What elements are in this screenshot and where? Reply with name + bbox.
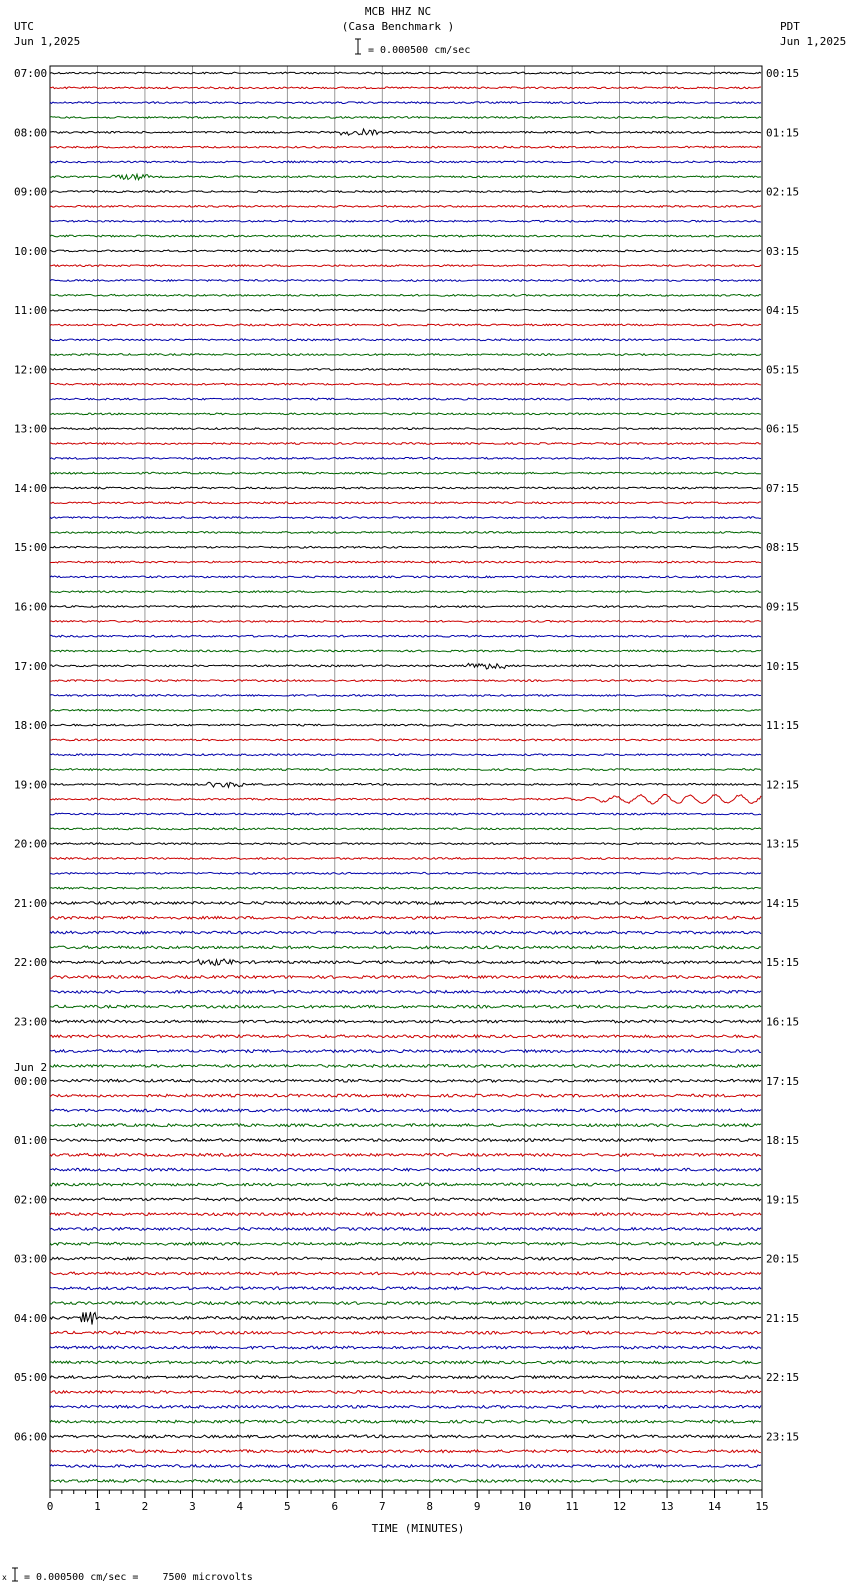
site-subtitle: (Casa Benchmark ) [341,20,455,33]
utc-hour-label: 05:00 [14,1371,48,1385]
trace-row [50,887,761,889]
pdt-hour-label: 12:15 [766,778,800,792]
trace-row [50,443,761,445]
trace-rows [50,72,761,1482]
right-timezone: PDT [780,20,800,33]
utc-hour-label: 01:00 [14,1134,48,1148]
trace-row [50,1139,761,1142]
pdt-hour-label: 19:15 [766,1193,800,1207]
trace-row [50,1450,761,1453]
trace-row [50,561,761,563]
trace-row [50,782,761,787]
trace-row [50,1420,761,1423]
pdt-hour-label: 16:15 [766,1015,800,1029]
pdt-hour-label: 08:15 [766,541,800,555]
trace-row [50,280,761,282]
utc-hour-label: 13:00 [14,422,48,436]
pdt-hour-label: 22:15 [766,1371,800,1385]
trace-row [50,959,761,965]
x-tick-label: 0 [46,1500,54,1513]
trace-row [50,146,761,148]
trace-row [50,235,761,237]
trace-row [50,383,761,385]
pdt-hour-label: 03:15 [766,244,800,258]
trace-row [50,87,761,89]
utc-hour-label: 21:00 [14,896,48,910]
trace-row [50,931,761,934]
utc-hour-label: 07:00 [14,67,48,80]
trace-row [50,1272,761,1275]
x-tick-label: 3 [189,1500,196,1513]
trace-row [50,1065,761,1068]
trace-row [50,161,761,163]
header [14,5,846,56]
right-date: Jun 1,2025 [780,35,847,48]
trace-row [50,1228,761,1231]
x-tick-label: 8 [426,1500,434,1513]
trace-row [50,1376,761,1379]
x-tick-label: 9 [473,1500,481,1513]
trace-row [50,1109,761,1112]
trace-row [50,663,761,669]
pdt-hour-label: 05:15 [766,363,800,377]
trace-row [50,191,761,193]
trace-row [50,1302,761,1305]
trace-row [50,1361,761,1364]
footer [2,1568,253,1583]
utc-hour-label: 06:00 [14,1430,48,1444]
trace-row [50,872,761,874]
scale-label: = 0.000500 cm/sec [368,45,471,56]
trace-row [50,650,761,652]
utc-hour-label: 22:00 [14,956,48,970]
trace-row [50,502,761,504]
trace-row [50,369,761,371]
trace-row [50,457,761,459]
x-tick-label: 12 [612,1500,627,1513]
trace-row [50,946,761,949]
trace-row [50,1435,761,1438]
trace-row [50,858,761,860]
trace-row [50,635,761,637]
trace-row [50,339,761,341]
pdt-hour-label: 02:15 [766,185,800,199]
x-tick-label: 7 [378,1500,386,1513]
pdt-hour-label: 10:15 [766,659,800,673]
trace-row [50,117,761,119]
trace-row [50,1312,761,1325]
trace-row [50,532,761,534]
pdt-hour-labels [766,67,799,1443]
trace-row [50,724,761,726]
trace-row [50,976,761,979]
scale-bar-icon [355,39,361,54]
x-axis [47,1490,769,1513]
trace-row [50,1287,761,1290]
utc-hour-label: 11:00 [14,304,48,318]
trace-row [50,428,761,430]
trace-row [50,709,761,711]
utc-hour-label: 17:00 [14,659,48,673]
trace-row [50,769,761,771]
trace-row [50,620,761,622]
utc-hour-label: 15:00 [14,541,48,555]
trace-row [50,250,761,252]
trace-row [50,695,761,697]
x-tick-label: 2 [141,1500,149,1513]
footer-scale-bar-icon [12,1568,18,1581]
pdt-hour-label: 21:15 [766,1311,800,1325]
trace-row [50,1465,761,1468]
utc-hour-label: 08:00 [14,126,48,140]
trace-row [50,990,761,993]
trace-row [50,591,761,593]
utc-hour-label: 00:00 [14,1074,48,1088]
trace-row [50,1183,761,1186]
pdt-hour-label: 04:15 [766,304,800,318]
trace-row [50,265,761,267]
pdt-hour-label: 06:15 [766,422,800,436]
trace-row [50,606,761,608]
trace-row [50,1050,761,1053]
x-axis-title: TIME (MINUTES) [371,1522,465,1535]
trace-row [50,1035,761,1038]
trace-row [50,1094,761,1097]
trace-row [50,472,761,474]
trace-row [50,1257,761,1260]
trace-row [50,1020,761,1023]
footer-scale-note: = 0.000500 cm/sec = 7500 microvolts [24,1572,253,1583]
trace-row [50,72,761,74]
utc-hour-label: 03:00 [14,1252,48,1266]
trace-row [50,324,761,326]
utc-hour-label: 16:00 [14,600,48,614]
pdt-hour-label: 23:15 [766,1430,800,1444]
trace-row [50,576,761,578]
x-tick-label: 15 [755,1500,769,1513]
trace-row [50,398,761,400]
pdt-hour-label: 11:15 [766,719,800,733]
trace-row [50,487,761,489]
pdt-hour-label: 00:15 [766,67,800,80]
utc-hour-label: 20:00 [14,837,48,851]
trace-row [50,1346,761,1349]
pdt-hour-label: 07:15 [766,481,800,495]
x-tick-label: 5 [284,1500,291,1513]
trace-row [50,517,761,519]
trace-row [50,220,761,222]
left-date: Jun 1,2025 [14,35,81,48]
pdt-hour-label: 13:15 [766,837,800,851]
trace-row [50,205,761,207]
trace-row [50,1005,761,1008]
trace-row [50,1198,761,1201]
trace-row [50,1480,761,1483]
utc-hour-label: 09:00 [14,185,48,199]
x-tick-label: 4 [236,1500,244,1513]
pdt-hour-label: 09:15 [766,600,800,614]
utc-hour-label: 02:00 [14,1193,48,1207]
x-tick-label: 6 [331,1500,339,1513]
trace-row [50,546,761,548]
left-timezone: UTC [14,20,34,33]
trace-row [50,902,761,905]
x-tick-label: 11 [565,1500,579,1513]
pdt-hour-label: 17:15 [766,1074,800,1088]
trace-row [50,1242,761,1245]
trace-row [50,828,761,830]
utc-hour-label: 04:00 [14,1311,48,1325]
trace-row [50,413,761,415]
trace-row [50,680,761,682]
trace-row [50,1391,761,1394]
trace-row [50,1079,761,1082]
trace-row [50,129,761,135]
pdt-hour-label: 18:15 [766,1134,800,1148]
trace-row [50,916,761,919]
x-tick-label: 13 [660,1500,674,1513]
trace-row [50,354,761,356]
utc-hour-label: 23:00 [14,1015,48,1029]
trace-row [50,102,761,104]
utc-hour-label: 14:00 [14,481,48,495]
trace-row [50,1153,761,1156]
station-title: MCB HHZ NC [364,5,432,18]
trace-row [50,1405,761,1408]
trace-row [50,739,761,741]
pdt-hour-label: 01:15 [766,126,800,140]
footer-marker-icon: x [2,1573,7,1582]
trace-row [50,754,761,756]
utc-hour-label: 18:00 [14,719,48,733]
utc-hour-label: 19:00 [14,778,48,792]
trace-row [50,309,761,311]
trace-row [50,294,761,296]
trace-row [50,794,761,804]
utc-hour-label: 12:00 [14,363,48,377]
trace-row [50,1124,761,1127]
x-tick-label: 1 [94,1500,101,1513]
pdt-hour-label: 14:15 [766,896,800,910]
pdt-hour-label: 15:15 [766,956,800,970]
pdt-hour-label: 20:15 [766,1252,800,1266]
trace-row [50,1168,761,1171]
trace-row [50,813,761,815]
utc-hour-label: 10:00 [14,244,48,258]
x-tick-label: 14 [707,1500,722,1513]
trace-row [50,174,761,180]
trace-row [50,843,761,845]
trace-row [50,1331,761,1334]
x-tick-label: 10 [518,1500,532,1513]
trace-row [50,1213,761,1216]
date-change-label: Jun 2 [14,1060,48,1074]
utc-hour-labels [14,67,47,1443]
